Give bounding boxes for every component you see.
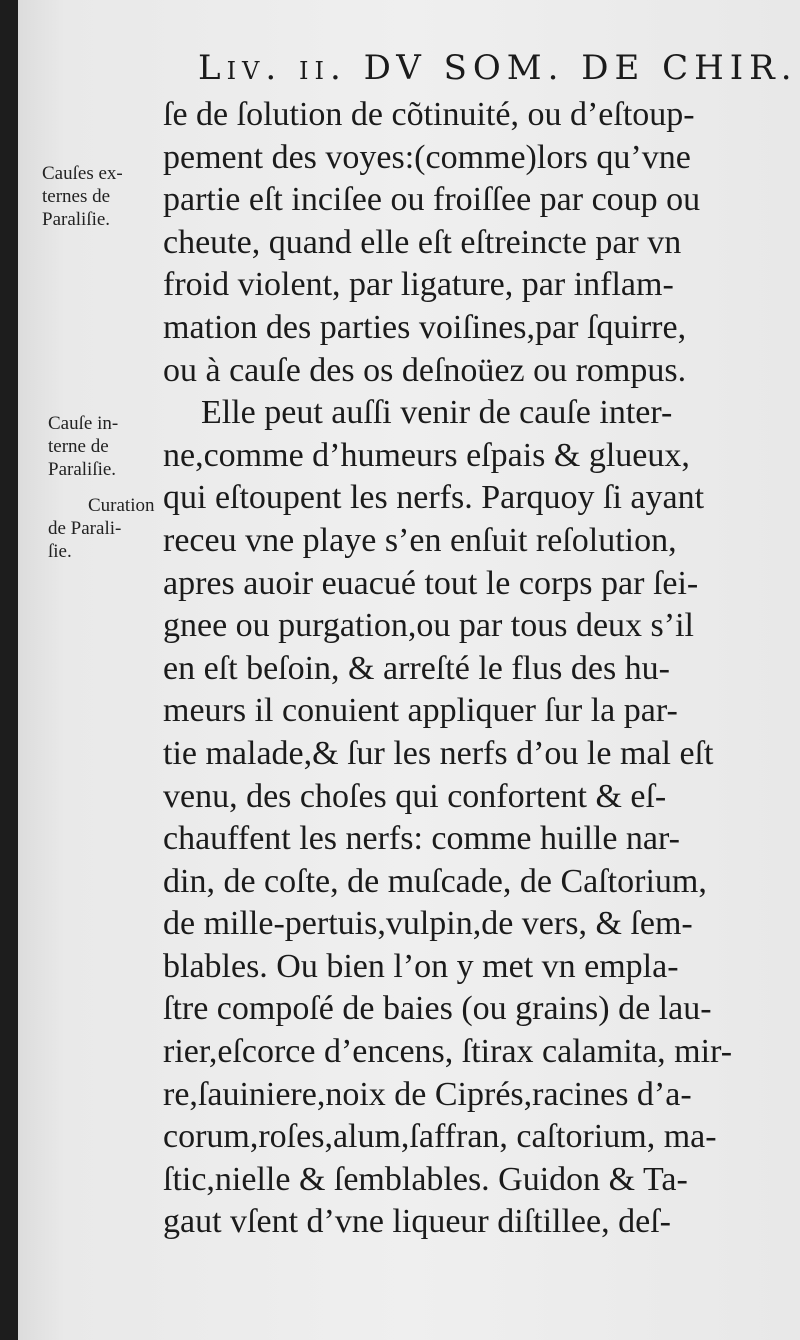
text-line: meurs il conuient appliquer ſur la par-: [163, 692, 678, 730]
text-line: receu vne playe s’en enſuit reſolution,: [163, 521, 677, 559]
book-page: [18, 0, 800, 1340]
text-line: de mille-pertuis,vulpin,de vers, & ſem-: [163, 905, 693, 943]
margin-note: Cauſes ex- ternes de Paraliſie.: [42, 163, 123, 230]
text-line: chauffent les nerfs: comme huille nar-: [163, 820, 680, 858]
text-line: ſtic,nielle & ſemblables. Guidon & Ta-: [163, 1160, 688, 1198]
text-line: rier,eſcorce d’encens, ſtirax calamita, mir-: [163, 1033, 733, 1071]
margin-note: Curation de Parali- ſie.: [48, 495, 155, 562]
text-line: re,ſauiniere,noix de Ciprés,racines d’a-: [163, 1075, 692, 1113]
text-line: blables. Ou bien l’on y met vn empla-: [163, 947, 679, 985]
text-line: apres auoir euacué tout le corps par ſei-: [163, 564, 699, 602]
text-line: corum,roſes,alum,ſaffran, caſtorium, ma-: [163, 1118, 717, 1156]
text-line: cheute, quand elle eſt eſtreincte par vn: [163, 223, 682, 261]
text-line: qui eſtoupent les nerfs. Parquoy ſi ayant: [163, 479, 705, 517]
text-line: partie eſt inciſee ou froiſſee par coup ou: [163, 181, 701, 219]
text-line: mation des parties voiſines,par ſquirre,: [163, 308, 687, 346]
text-line: froid violent, par ligature, par inflam-: [163, 266, 674, 304]
text-line: gaut vſent d’vne liqueur diſtillee, deſ-: [163, 1203, 671, 1241]
text-line: ne,comme d’humeurs eſpais & glueux,: [163, 436, 690, 474]
text-line: en eſt beſoin, & arreſté le flus des hu-: [163, 649, 670, 687]
text-line: din, de coſte, de muſcade, de Caſtorium,: [163, 862, 707, 900]
text-line: gnee ou purgation,ou par tous deux s’il: [163, 607, 695, 645]
text-line: pement des voyes:(comme)lors qu’vne: [163, 138, 691, 176]
text-line: tie malade,& ſur les nerfs d’ou le mal eſt: [163, 734, 714, 772]
margin-note: Cauſe in- terne de Paraliſie.: [48, 413, 119, 480]
text-line: ſe de ſolution de cõtinuité, ou d’eſtoup-: [163, 96, 695, 133]
body-text: [163, 94, 798, 1244]
text-line: ou à cauſe des os deſnoüez ou rompus.: [163, 351, 687, 389]
text-line: ſtre compoſé de baies (ou grains) de lau-: [163, 990, 712, 1028]
running-header: Liv. ii. DV SOM. DE CHIR.: [198, 48, 798, 88]
text-line: venu, des choſes qui confortent & eſ-: [163, 777, 667, 815]
text-line: Elle peut auſſi venir de cauſe inter-: [201, 394, 673, 432]
